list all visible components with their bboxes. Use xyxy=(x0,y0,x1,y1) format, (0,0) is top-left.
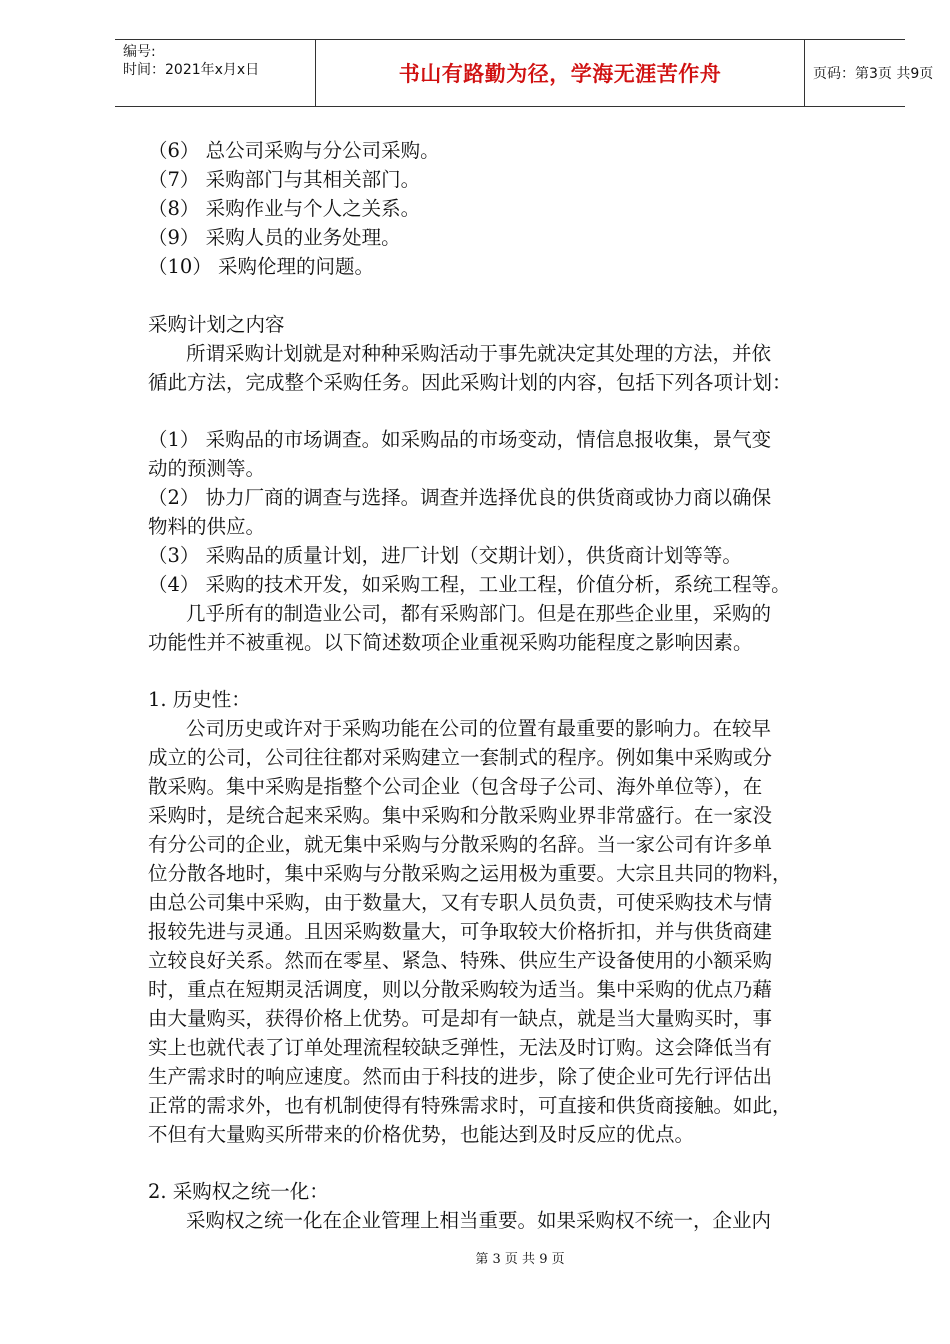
plan-item-continued: 物料的供应。 xyxy=(148,515,266,538)
paragraph-line: 功能性并不被重视。以下简述数项企业重视采购功能程度之影响因素。 xyxy=(148,631,753,654)
paragraph-line: 有分公司的企业，就无集中采购与分散采购的名辞。当一家公司有许多单 xyxy=(148,833,773,856)
paragraph-line: 由总公司集中采购，由于数量大，又有专职人员负责，可使采购技术与情 xyxy=(148,891,773,914)
list-item: （6） 总公司采购与分公司采购。 xyxy=(148,139,440,162)
list-item: （9） 采购人员的业务处理。 xyxy=(148,226,401,249)
paragraph-line: 几乎所有的制造业公司，都有采购部门。但是在那些企业里，采购的 xyxy=(186,602,772,625)
time-label: 时间：2021年x月x日 xyxy=(123,62,260,78)
paragraph-line: 时，重点在短期灵活调度，则以分散采购较为适当。集中采购的优点乃藉 xyxy=(148,978,773,1001)
list-item: （7） 采购部门与其相关部门。 xyxy=(148,168,421,191)
paragraph-line: 采购时，是统合起来采购。集中采购和分散采购业界非常盛行。在一家没 xyxy=(148,804,773,827)
page-header xyxy=(115,39,934,107)
plan-item: （3） 采购品的质量计划，进厂计划（交期计划），供货商计划等等。 xyxy=(148,544,742,567)
plan-item: （1） 采购品的市场调查。如采购品的市场变动，情信息报收集，景气变 xyxy=(148,428,772,451)
paragraph-line: 公司历史或许对于采购功能在公司的位置有最重要的影响力。在较早 xyxy=(186,717,772,740)
header-meta xyxy=(115,40,315,106)
paragraph-line: 成立的公司，公司往往都对采购建立一套制式的程序。例如集中采购或分 xyxy=(148,746,773,769)
paragraph-line: 生产需求时的响应速度。然而由于科技的进步，除了使企业可先行评估出 xyxy=(148,1065,773,1088)
serial-label: 编号: xyxy=(123,44,156,60)
plan-item: （4） 采购的技术开发，如采购工程，工业工程，价值分析，系统工程等。 xyxy=(148,573,791,596)
heading-purchasing-authority: 2. 采购权之统一化： xyxy=(148,1180,329,1203)
paragraph-line: 正常的需求外，也有机制使得有特殊需求时，可直接和供货商接触。如此， xyxy=(148,1094,792,1117)
header-motto-cell xyxy=(315,40,805,106)
page-footer: 第 3 页 共 9 页 xyxy=(475,1252,565,1267)
paragraph-line: 由大量购买，获得价格上优势。可是却有一缺点，就是当大量购买时，事 xyxy=(148,1007,773,1030)
paragraph-line: 位分散各地时，集中采购与分散采购之运用极为重要。大宗且共同的物料， xyxy=(148,862,792,885)
paragraph-line: 采购权之统一化在企业管理上相当重要。如果采购权不统一，企业内 xyxy=(186,1209,772,1232)
paragraph-line: 循此方法，完成整个采购任务。因此采购计划的内容，包括下列各项计划： xyxy=(148,371,792,394)
plan-item-continued: 动的预测等。 xyxy=(148,457,266,480)
paragraph-line: 立较良好关系。然而在零星、紧急、特殊、供应生产设备使用的小额采购 xyxy=(148,949,773,972)
heading-history: 1. 历史性： xyxy=(148,688,251,711)
motto-text: 书山有路勤为径，学海无涯苦作舟 xyxy=(398,62,722,86)
paragraph-line: 散采购。集中采购是指整个公司企业（包含母子公司、海外单位等），在 xyxy=(148,775,763,798)
paragraph-line: 实上也就代表了订单处理流程较缺乏弹性，无法及时订购。这会降低当有 xyxy=(148,1036,773,1059)
paragraph-line: 所谓采购计划就是对种种采购活动于事先就决定其处理的方法，并依 xyxy=(186,342,772,365)
plan-item: （2） 协力厂商的调查与选择。调查并选择优良的供货商或协力商以确保 xyxy=(148,486,772,509)
paragraph-line: 报较先进与灵通。且因采购数量大，可争取较大价格折扣，并与供货商建 xyxy=(148,920,773,943)
list-item: （10） 采购伦理的问题。 xyxy=(148,255,375,278)
section-title: 采购计划之内容 xyxy=(148,313,285,336)
page-info: 页码：第3页 共9页 xyxy=(813,66,934,82)
header-page-cell xyxy=(805,40,934,106)
list-item: （8） 采购作业与个人之关系。 xyxy=(148,197,421,220)
paragraph-line: 不但有大量购买所带来的价格优势，也能达到及时反应的优点。 xyxy=(148,1123,695,1146)
